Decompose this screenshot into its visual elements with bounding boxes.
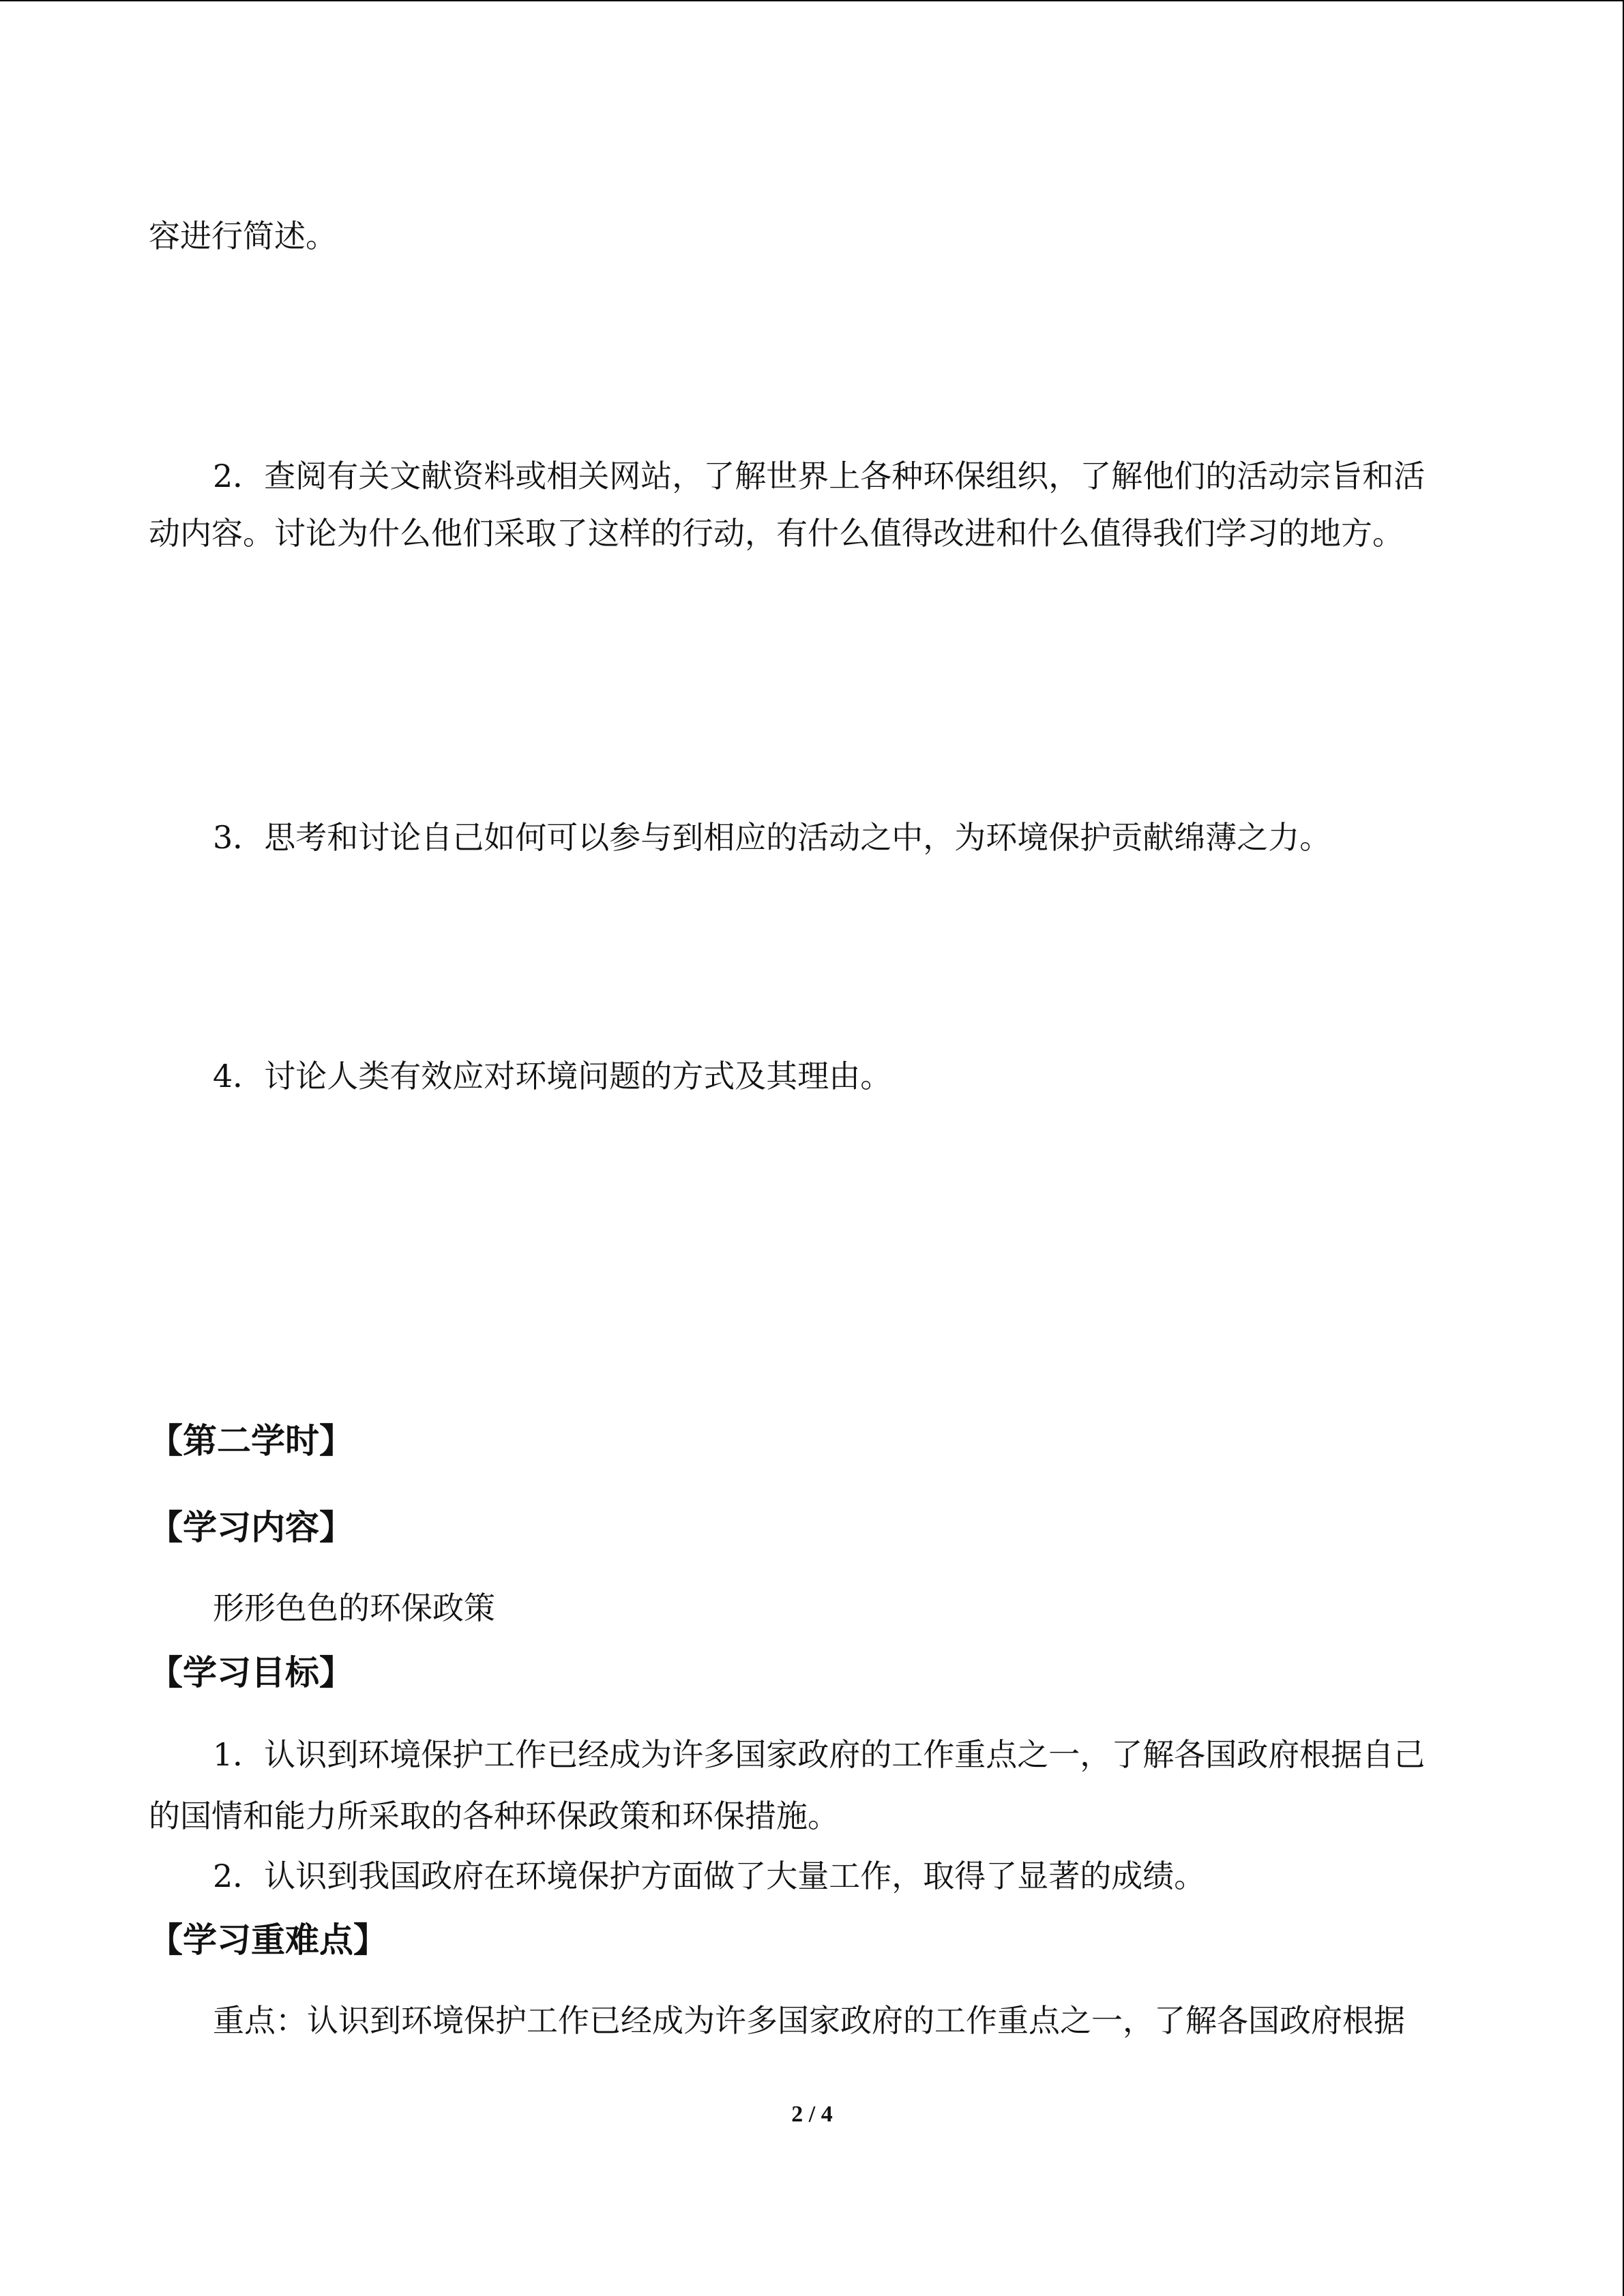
goal-1-line-1: 1．认识到环境保护工作已经成为许多国家政府的工作重点之一，了解各国政府根据自己	[213, 1736, 1426, 1773]
heading-key-points: 【学习重难点】	[149, 1920, 387, 1960]
heading-learning-goals: 【学习目标】	[149, 1653, 353, 1693]
page-number: 2 / 4	[791, 2102, 833, 2127]
goal-1-line-2: 的国情和能力所采取的各种环保政策和环保措施。	[149, 1798, 839, 1834]
key-points-body: 重点：认识到环境保护工作已经成为许多国家政府的工作重点之一，了解各国政府根据	[213, 2002, 1405, 2039]
paragraph-item-2-line-2: 动内容。讨论为什么他们采取了这样的行动，有什么值得改进和什么值得我们学习的地方。	[149, 515, 1404, 552]
paragraph-item-4: 4．讨论人类有效应对环境问题的方式及其理由。	[213, 1058, 892, 1094]
paragraph-item-3: 3．思考和讨论自己如何可以参与到相应的活动之中，为环境保护贡献绵薄之力。	[213, 819, 1331, 856]
paragraph-continuation: 容进行简述。	[149, 218, 337, 254]
heading-learning-content: 【学习内容】	[149, 1508, 353, 1547]
paragraph-item-2-line-1: 2．查阅有关文献资料或相关网站，了解世界上各种环保组织，了解他们的活动宗旨和活	[213, 458, 1426, 494]
heading-second-lesson: 【第二学时】	[149, 1421, 353, 1461]
goal-2: 2．认识到我国政府在环境保护方面做了大量工作，取得了显著的成绩。	[213, 1858, 1206, 1894]
learning-content-body: 形形色色的环保政策	[213, 1590, 495, 1626]
